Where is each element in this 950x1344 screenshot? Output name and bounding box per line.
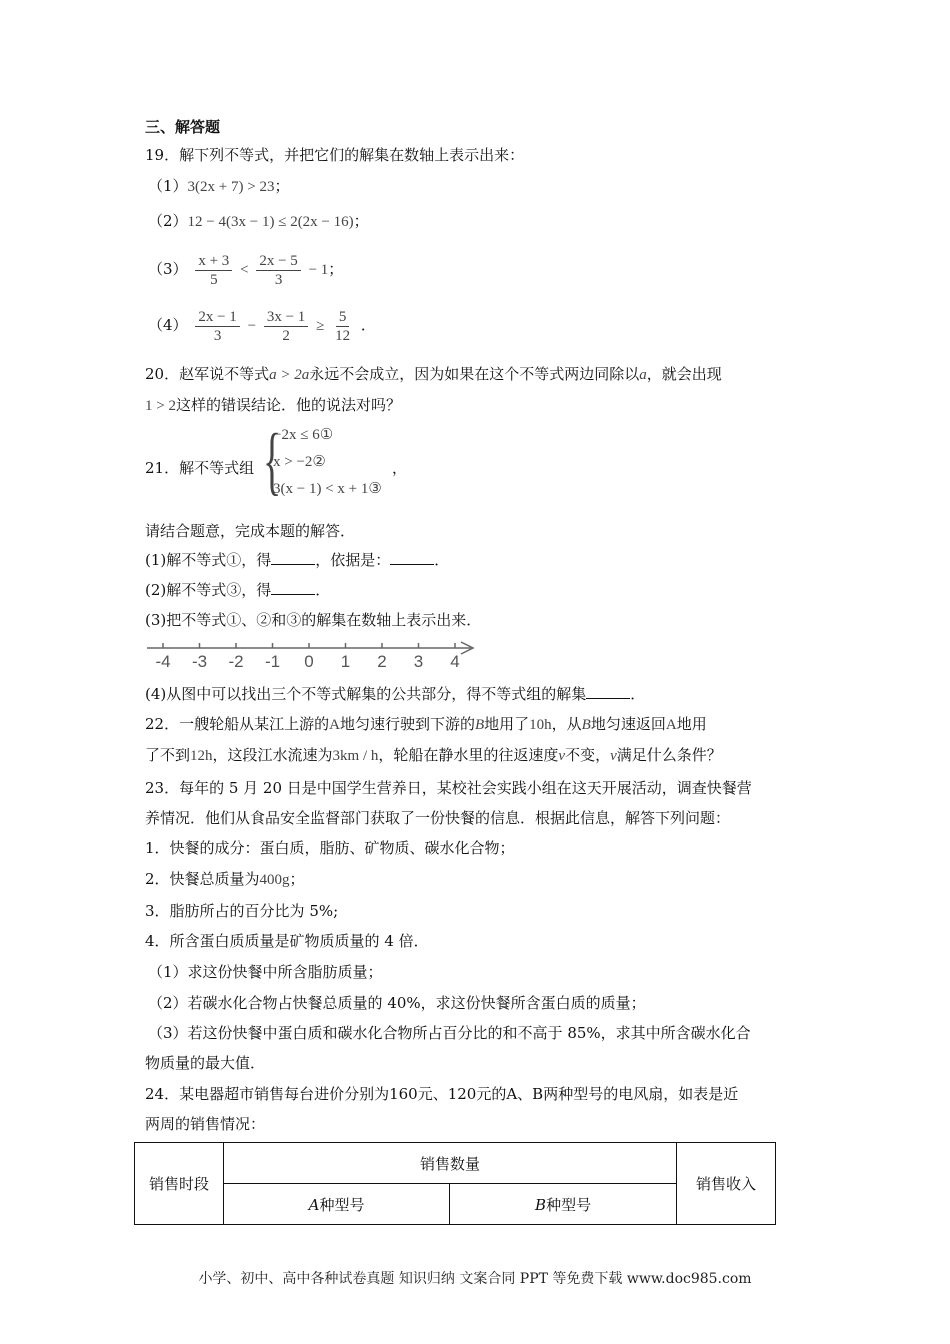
type-b-label: 种型号 [546,1195,592,1214]
fraction-numerator: x + 3 [195,252,232,271]
table-header-type-b [450,1184,677,1225]
q19-part3-frac2 [256,252,300,289]
q21-step1-text: ． [434,551,450,569]
q23-item4: 4．所含蛋白质质量是矿物质质量的 4 倍． [145,932,429,950]
type-b-var: B [535,1195,547,1214]
number-line-label: 3 [413,652,424,671]
fraction-denominator: 2 [282,327,290,344]
q21-step1-text: ，依据是： [315,551,391,569]
q21-step4-text: ． [630,685,646,703]
q19-part4-frac2 [264,308,308,345]
q20-line1 [145,364,722,385]
q20-text: 这样的错误结论．他的说法对吗？ [175,396,401,414]
q22-var: A [665,717,677,733]
number-line [143,640,483,672]
type-a-var: A [308,1195,320,1214]
q24-line2: 两周的销售情况： [145,1115,266,1133]
q23-math: 400g [259,872,290,888]
q22-text: ，这段江水流速为 [212,746,333,764]
number-line-label: 1 [340,652,351,671]
q21-stem: 21．解不等式组 [145,459,255,477]
q23-line2: 养情况．他们从食品安全监督部门获取了一份快餐的信息．根据此信息，解答下列问题： [145,809,731,827]
q19-part3-op: < [240,262,249,278]
q23-line1: 23．每年的 5 月 20 日是中国学生营养日，某校社会实践小组在这天开展活动，调查快餐营 [145,779,752,797]
q21-hint: 请结合题意，完成本题的解答． [145,522,356,540]
q21-step3: (3)把不等式①、②和③的解集在数轴上表示出来． [145,611,482,629]
q19-part4-frac3 [332,308,353,345]
number-line-label: -4 [155,652,171,671]
q22-text: 地匀速返回 [590,715,666,733]
q22-var: B [581,717,591,733]
q22-text: 不变， [565,746,611,764]
fraction-denominator: 3 [213,327,222,344]
q19-part1-end: ； [274,177,290,195]
q19-part4 [148,306,376,345]
q23-item3: 3．脂肪所占的百分比为 5%; [145,902,339,920]
table-header-revenue: 销售收入 [677,1143,776,1225]
q22-text: ，轮船在静水里的往返速度 [378,746,559,764]
table-row [135,1143,776,1184]
q22-text: ，从 [551,715,582,733]
q22-math: 10h [529,717,552,733]
q19-part2-end: ； [353,212,369,230]
q19-part1-num: （1） [148,177,188,195]
q23-part3-line1: （3）若这份快餐中蛋白质和碳水化合物所占百分比的和不高于 85%，求其中所含碳水化合 [148,1024,751,1042]
q20-math: 1 > 2 [145,398,176,414]
q21-inequality-system [263,419,393,503]
q23-part3-line2: 物质量的最大值． [145,1054,266,1072]
fraction-numerator: 2x − 1 [195,308,239,327]
q19-part3-frac1 [195,252,232,289]
q19-part2-expr: 12 − 4(3x − 1) ≤ 2(2x − 16) [187,214,354,230]
table-header-type-a [224,1184,450,1225]
q23-item1: 1．快餐的成分：蛋白质，脂肪、矿物质、碳水化合物； [145,839,515,857]
q20-line2 [145,395,401,416]
table-header-quantity: 销售数量 [224,1143,677,1184]
fraction-denominator: 12 [335,327,351,344]
q21-step1 [145,550,449,570]
q22-var: v [610,748,617,764]
q24-line1: 24．某电器超市销售每台进价分别为160元、120元的A、B两种型号的电风扇，如表是近 [145,1085,739,1103]
q21-comma: ， [392,459,408,477]
q22-var: A [329,717,340,733]
q21-step1-text: (1)解不等式①，得 [145,551,272,569]
fraction-denominator: 3 [274,271,283,288]
q19-part4-num: （4） [148,316,188,334]
type-a-label: 种型号 [319,1195,365,1214]
number-line-label: -2 [228,652,244,671]
answer-blank[interactable] [271,550,315,565]
q19-part4-end: ． [360,316,376,334]
q20-math: a > 2a [269,367,310,383]
q22-text: 了不到 [145,746,191,764]
q23-part1: （1）求这份快餐中所含脂肪质量； [148,963,383,981]
q19-part2 [148,211,369,232]
q19-part4-op: − [247,318,257,334]
q21-row2: x > −2② [273,454,326,470]
q19-part3-num: （3） [148,260,188,278]
q22-var: v [558,748,566,764]
number-line-label: 2 [377,652,387,671]
q21-step4-text: (4)从图中可以找出三个不等式解集的公共部分，得不等式组的解集 [145,685,587,703]
number-line-label: 0 [304,652,314,671]
q20-var: a [639,367,647,383]
q22-text: 22．一艘轮船从某江上游的 [145,715,330,733]
q19-part4-op2: ≥ [316,318,325,334]
page-footer: 小学、初中、高中各种试卷真题 知识归纳 文案合同 PPT 等免费下载 www.doc985.com [198,1271,752,1287]
q22-math: 12h [190,748,213,764]
q21-row1: −2x ≤ 6① [273,427,334,443]
fraction-numerator: 3x − 1 [264,308,308,327]
q21-step2 [145,580,330,600]
answer-blank[interactable] [390,550,434,565]
answer-blank[interactable] [586,684,630,699]
q23-text: ； [289,870,305,888]
q22-text: 满足什么条件？ [616,746,722,764]
q19-stem: 19．解下列不等式，并把它们的解集在数轴上表示出来： [145,146,525,164]
q22-text: 地用了 [484,715,530,733]
section-title: 三、解答题 [145,118,221,136]
q22-text: 地匀速行驶到下游的 [339,715,475,733]
q20-text: 20．赵军说不等式 [145,365,270,383]
q22-line1 [145,714,707,735]
sales-table [134,1142,776,1225]
q21-step2-text: ． [315,581,331,599]
q22-var: B [474,717,485,733]
q19-part1 [148,176,289,197]
q19-part1-expr: 3(2x + 7) > 23 [187,179,275,195]
q23-part2: （2）若碳水化合物占快餐总质量的 40%，求这份快餐所含蛋白质的质量； [148,994,646,1012]
q19-part3-end: ； [328,260,344,278]
fraction-numerator: 5 [336,308,350,327]
q21-row3: 3(x − 1) < x + 1③ [273,481,382,497]
q23-text: 2．快餐总质量为 [145,870,260,888]
q22-line2 [145,745,722,766]
fraction-denominator: 5 [210,271,218,288]
q23-item2 [145,869,305,890]
q21-step2-text: (2)解不等式③，得 [145,581,272,599]
q19-part4-frac1 [195,308,239,345]
number-line-label: -1 [264,652,281,671]
q19-part3-tail: − 1 [308,262,329,278]
q22-math: 3km / h [332,748,379,764]
q20-text: ，就会出现 [646,365,722,383]
left-brace-icon: { [263,419,282,503]
q20-text: 永远不会成立，因为如果在这个不等式两边同除以 [309,365,640,383]
fraction-numerator: 2x − 5 [256,252,300,271]
number-line-label: 4 [450,652,460,671]
number-line-label: -3 [191,652,208,671]
q19-part2-num: （2） [148,212,188,230]
q19-part3 [148,250,343,289]
table-header-period: 销售时段 [135,1143,224,1225]
q22-text: 地用 [676,715,707,733]
q21-step4 [145,684,645,704]
answer-blank[interactable] [271,580,315,595]
